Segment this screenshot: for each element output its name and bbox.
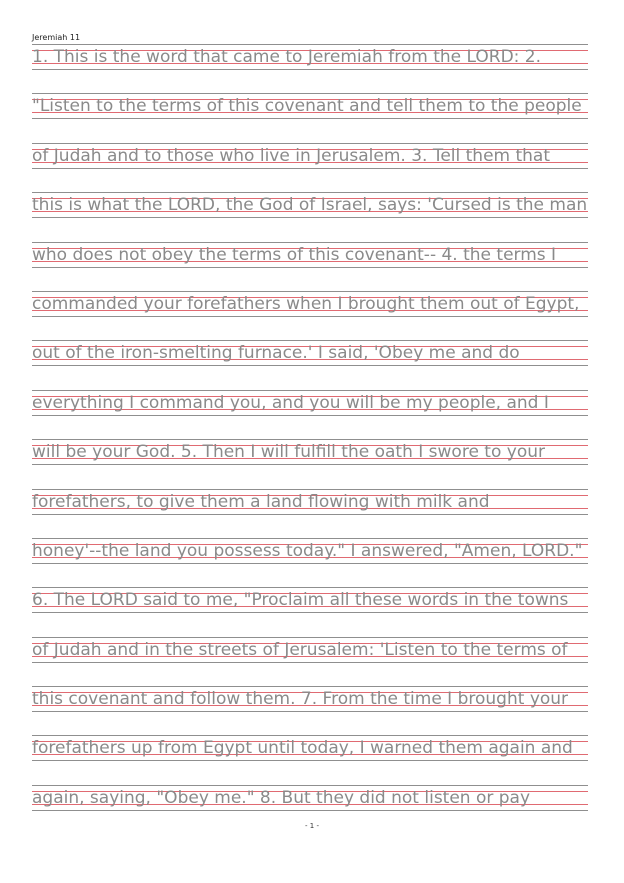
writing-row bbox=[32, 390, 588, 439]
writing-row bbox=[32, 192, 588, 241]
trace-text-line: who does not obey the terms of this covenant-- 4. the terms I bbox=[32, 244, 557, 265]
gray-guide-line bbox=[32, 192, 588, 193]
gray-guide-line bbox=[32, 563, 588, 564]
trace-text-line: again, saying, "Obey me." 8. But they did not listen or pay bbox=[32, 787, 531, 808]
gray-guide-line bbox=[32, 439, 588, 440]
page-number: - 1 - bbox=[305, 822, 319, 830]
gray-guide-line bbox=[32, 44, 588, 45]
gray-guide-line bbox=[32, 340, 588, 341]
gray-guide-line bbox=[32, 93, 588, 94]
gray-guide-line bbox=[32, 735, 588, 736]
gray-guide-line bbox=[32, 711, 588, 712]
gray-guide-line bbox=[32, 612, 588, 613]
gray-guide-line bbox=[32, 637, 588, 638]
gray-guide-line bbox=[32, 514, 588, 515]
trace-text-line: forefathers up from Egypt until today, I warned them again and bbox=[32, 738, 573, 759]
trace-text-line: "Listen to the terms of this covenant and tell them to the people bbox=[32, 96, 582, 117]
writing-row bbox=[32, 291, 588, 340]
trace-text-line: forefathers, to give them a land flowing with milk and bbox=[32, 491, 490, 512]
writing-row bbox=[32, 587, 588, 636]
gray-guide-line bbox=[32, 118, 588, 119]
gray-guide-line bbox=[32, 316, 588, 317]
gray-guide-line bbox=[32, 415, 588, 416]
trace-text-line: everything I command you, and you will be my people, and I bbox=[32, 392, 549, 413]
gray-guide-line bbox=[32, 217, 588, 218]
gray-guide-line bbox=[32, 242, 588, 243]
trace-text-line: 1. This is the word that came to Jeremiah from the LORD: 2. bbox=[32, 47, 542, 67]
gray-guide-line bbox=[32, 587, 588, 588]
trace-text-line: commanded your forefathers when I brought them out of Egypt, bbox=[32, 293, 580, 314]
gray-guide-line bbox=[32, 538, 588, 539]
gray-guide-line bbox=[32, 810, 588, 811]
writing-row bbox=[32, 489, 588, 538]
writing-row bbox=[32, 242, 588, 291]
gray-guide-line bbox=[32, 785, 588, 786]
gray-guide-line bbox=[32, 143, 588, 144]
gray-guide-line bbox=[32, 365, 588, 366]
gray-guide-line bbox=[32, 686, 588, 687]
page-header: Jeremiah 11 bbox=[32, 33, 81, 42]
writing-row bbox=[32, 143, 588, 192]
gray-guide-line bbox=[32, 291, 588, 292]
gray-guide-line bbox=[32, 489, 588, 490]
gray-guide-line bbox=[32, 69, 588, 70]
gray-guide-line bbox=[32, 662, 588, 663]
writing-row bbox=[32, 44, 588, 93]
gray-guide-line bbox=[32, 390, 588, 391]
trace-text-line: out of the iron-smelting furnace.' I said, 'Obey me and do bbox=[32, 343, 520, 364]
trace-text-line: honey'--the land you possess today." I answered, "Amen, LORD." bbox=[32, 540, 583, 561]
gray-guide-line bbox=[32, 267, 588, 268]
writing-row bbox=[32, 637, 588, 686]
handwriting-sheet bbox=[32, 44, 588, 834]
writing-row bbox=[32, 340, 588, 389]
trace-text-line: will be your God. 5. Then I will fulfill the oath I swore to your bbox=[32, 442, 546, 463]
gray-guide-line bbox=[32, 760, 588, 761]
writing-row bbox=[32, 735, 588, 784]
gray-guide-line bbox=[32, 464, 588, 465]
gray-guide-line bbox=[32, 168, 588, 169]
writing-row bbox=[32, 439, 588, 488]
trace-text-line: this is what the LORD, the God of Israel, says: 'Cursed is the man bbox=[32, 195, 588, 216]
writing-row bbox=[32, 538, 588, 587]
trace-text-line: 6. The LORD said to me, "Proclaim all these words in the towns bbox=[32, 590, 569, 611]
writing-row bbox=[32, 93, 588, 142]
trace-text-line: this covenant and follow them. 7. From the time I brought your bbox=[32, 689, 569, 710]
trace-text-line: of Judah and in the streets of Jerusalem: 'Listen to the terms of bbox=[32, 639, 568, 660]
trace-text-line: of Judah and to those who live in Jerusalem. 3. Tell them that bbox=[32, 145, 551, 166]
writing-row bbox=[32, 686, 588, 735]
